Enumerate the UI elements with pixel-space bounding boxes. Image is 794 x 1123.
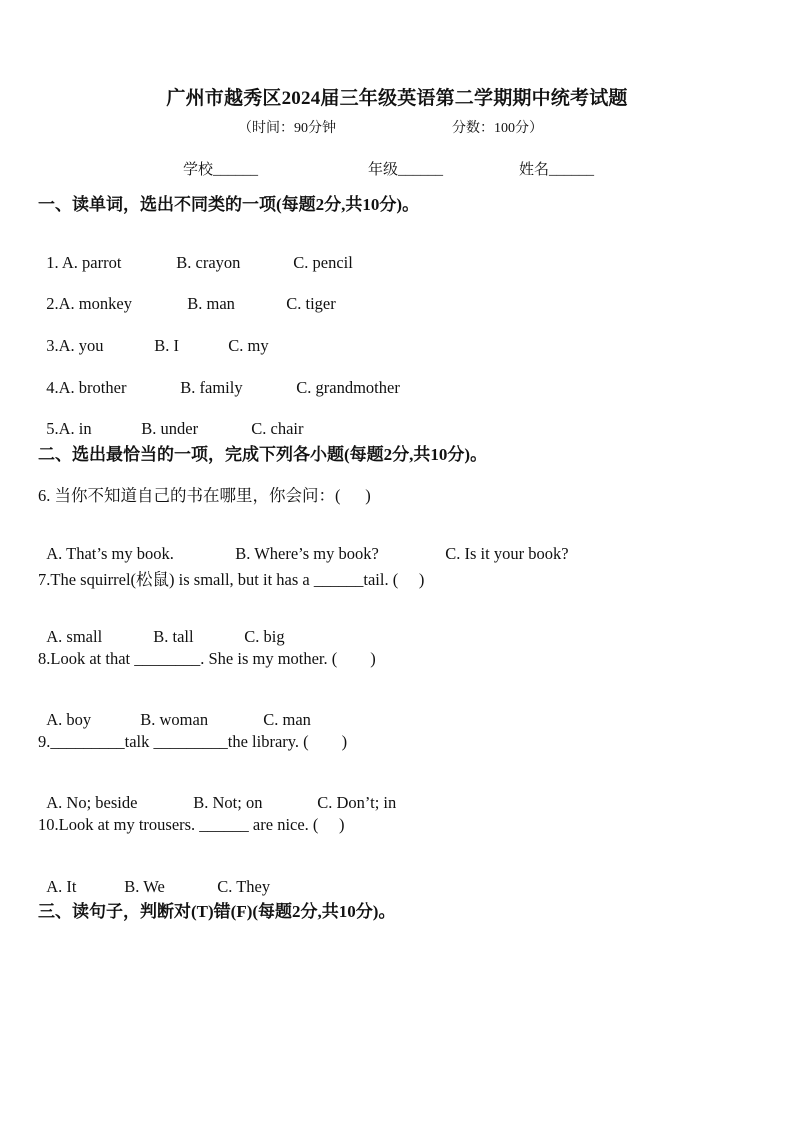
option-a: A. That’s my book. bbox=[46, 544, 174, 563]
option-b: B. We bbox=[124, 877, 165, 896]
option-a: 4.A. brother bbox=[46, 378, 127, 397]
grade-field: 年级______ bbox=[368, 162, 444, 178]
option-c: C. man bbox=[263, 710, 311, 729]
option-c: C. pencil bbox=[293, 253, 353, 272]
option-c: C. my bbox=[228, 336, 269, 355]
answer-row bbox=[38, 773, 396, 813]
section3-heading: 三、读句子，判断对(T)错(F)(每题2分,共10分)。 bbox=[38, 902, 396, 921]
option-c: C. They bbox=[217, 877, 271, 896]
question-row bbox=[38, 358, 400, 398]
question-row bbox=[38, 399, 303, 439]
option-a: 1. A. parrot bbox=[46, 253, 122, 272]
option-a: 2.A. monkey bbox=[46, 294, 132, 313]
question-text: 10.Look at my trousers. ______ are nice. ( ) bbox=[38, 815, 345, 834]
school-field: 学校______ bbox=[183, 162, 259, 178]
name-field: 姓名______ bbox=[519, 162, 595, 178]
question-row bbox=[38, 274, 336, 314]
option-b: B. woman bbox=[140, 710, 209, 729]
time-info: （时间：90分钟 bbox=[238, 121, 336, 136]
question-row bbox=[38, 316, 269, 356]
option-b: B. man bbox=[187, 294, 235, 313]
option-c: C. chair bbox=[251, 419, 304, 438]
option-c: C. big bbox=[244, 627, 285, 646]
question-text: 7.The squirrel(松鼠) is small, but it has a ______tail. ( ) bbox=[38, 570, 425, 589]
answer-row bbox=[38, 524, 569, 564]
question-row bbox=[38, 233, 353, 273]
option-b: B. under bbox=[141, 419, 199, 438]
page-title: 广州市越秀区2024届三年级英语第二学期期中统考试题 bbox=[166, 88, 628, 109]
option-a: A. boy bbox=[46, 710, 92, 729]
answer-row bbox=[38, 607, 285, 647]
option-a: A. It bbox=[46, 877, 77, 896]
answer-row bbox=[38, 690, 311, 730]
question-text: 9._________talk _________the library. ( ) bbox=[38, 732, 348, 751]
section1-heading: 一、读单词，选出不同类的一项(每题2分,共10分)。 bbox=[38, 195, 420, 214]
option-b: B. Where’s my book? bbox=[235, 544, 379, 563]
option-a: A. small bbox=[46, 627, 103, 646]
option-a: A. No; beside bbox=[46, 793, 138, 812]
option-b: B. family bbox=[180, 378, 243, 397]
option-a: 3.A. you bbox=[46, 336, 104, 355]
score-info: 分数：100分） bbox=[452, 121, 543, 136]
option-c: C. Is it your book? bbox=[445, 544, 569, 563]
option-a: 5.A. in bbox=[46, 419, 92, 438]
option-b: B. tall bbox=[153, 627, 194, 646]
option-b: B. crayon bbox=[176, 253, 241, 272]
option-b: B. Not; on bbox=[193, 793, 263, 812]
option-c: C. grandmother bbox=[296, 378, 400, 397]
question-text: 6. 当你不知道自己的书在哪里，你会问：( ) bbox=[38, 486, 371, 505]
question-text: 8.Look at that ________. She is my mother. ( ) bbox=[38, 649, 376, 668]
answer-row bbox=[38, 857, 270, 897]
option-c: C. Don’t; in bbox=[317, 793, 397, 812]
section2-heading: 二、选出最恰当的一项，完成下列各小题(每题2分,共10分)。 bbox=[38, 445, 488, 464]
option-b: B. I bbox=[154, 336, 179, 355]
option-c: C. tiger bbox=[286, 294, 336, 313]
